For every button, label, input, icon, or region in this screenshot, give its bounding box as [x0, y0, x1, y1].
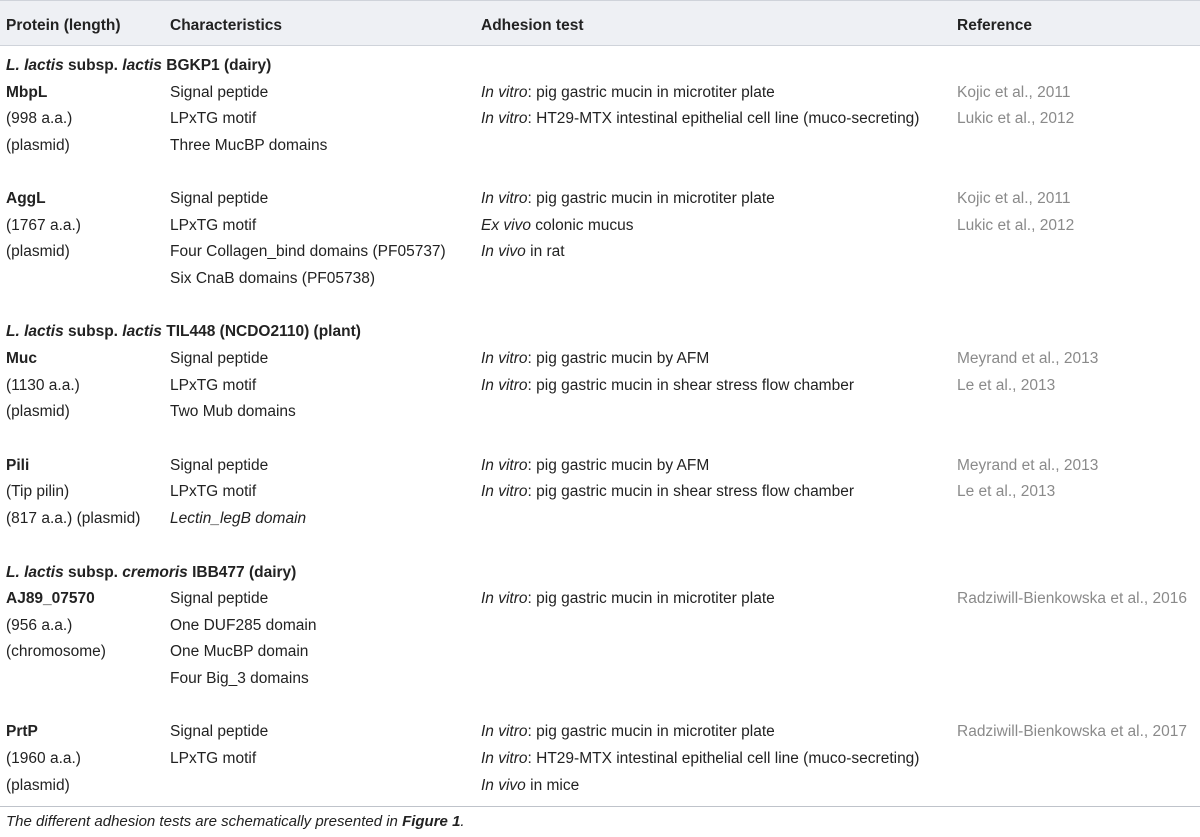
- reference: Radziwill-Bienkowska et al., 2017: [957, 723, 1188, 740]
- protein-location: (plasmid): [6, 137, 70, 154]
- reference: Le et al., 2013: [957, 377, 1056, 394]
- reference: Lukic et al., 2012: [957, 217, 1075, 234]
- protein-length: (956 a.a.): [6, 617, 73, 634]
- reference: Le et al., 2013: [957, 483, 1056, 500]
- characteristic: Signal peptide: [170, 190, 269, 207]
- protein-location: (plasmid): [6, 777, 70, 794]
- adhesion-test: In vitro: pig gastric mucin in microtiter plate: [481, 590, 775, 607]
- characteristic: LPxTG motif: [170, 110, 257, 127]
- protein-name: Pili: [6, 457, 30, 474]
- protein-name: AJ89_07570: [6, 590, 95, 607]
- header-adhesion-test: Adhesion test: [481, 17, 584, 34]
- adhesion-test: In vitro: pig gastric mucin in microtiter plate: [481, 190, 775, 207]
- protein-name: Muc: [6, 350, 37, 367]
- adhesion-test: In vitro: pig gastric mucin by AFM: [481, 457, 710, 474]
- reference: Kojic et al., 2011: [957, 190, 1071, 207]
- table-bottom-rule: [0, 806, 1200, 807]
- characteristic: Signal peptide: [170, 590, 269, 607]
- adhesion-test: Ex vivo colonic mucus: [481, 217, 634, 234]
- protein-detail: (Tip pilin): [6, 483, 70, 500]
- characteristic: LPxTG motif: [170, 217, 257, 234]
- characteristic: Four Big_3 domains: [170, 670, 309, 687]
- characteristic: One MucBP domain: [170, 643, 309, 660]
- reference: Meyrand et al., 2013: [957, 350, 1099, 367]
- characteristic: Signal peptide: [170, 457, 269, 474]
- protein-length: (998 a.a.): [6, 110, 73, 127]
- table-footnote: The different adhesion tests are schematically presented in Figure 1.: [6, 813, 465, 830]
- group-title: L. lactis subsp. cremoris IBB477 (dairy): [6, 564, 297, 581]
- characteristic: LPxTG motif: [170, 483, 257, 500]
- figure-link[interactable]: Figure 1: [402, 813, 461, 830]
- adhesion-test: In vitro: pig gastric mucin in shear stress flow chamber: [481, 377, 854, 394]
- adhesion-test: In vitro: pig gastric mucin in shear stress flow chamber: [481, 483, 854, 500]
- header-characteristics: Characteristics: [170, 17, 283, 34]
- protein-name: PrtP: [6, 723, 38, 740]
- group-title: L. lactis subsp. lactis BGKP1 (dairy): [6, 57, 272, 74]
- protein-length: (1960 a.a.): [6, 750, 81, 767]
- reference: Lukic et al., 2012: [957, 110, 1075, 127]
- reference: Kojic et al., 2011: [957, 84, 1071, 101]
- adhesion-test: In vitro: pig gastric mucin in microtiter plate: [481, 723, 775, 740]
- characteristic: LPxTG motif: [170, 750, 257, 767]
- header-reference: Reference: [957, 17, 1032, 34]
- protein-length: (817 a.a.) (plasmid): [6, 510, 141, 527]
- group-title: L. lactis subsp. lactis TIL448 (NCDO2110) (plant): [6, 323, 361, 340]
- adhesion-test: In vitro: pig gastric mucin in microtiter plate: [481, 84, 775, 101]
- protein-location: (plasmid): [6, 243, 70, 260]
- adhesion-test: In vitro: pig gastric mucin by AFM: [481, 350, 710, 367]
- adhesion-test: In vivo in mice: [481, 777, 580, 794]
- characteristic: One DUF285 domain: [170, 617, 317, 634]
- reference: Radziwill-Bienkowska et al., 2016: [957, 590, 1188, 607]
- header-protein: Protein (length): [6, 17, 121, 34]
- characteristic: Six CnaB domains (PF05738): [170, 270, 376, 287]
- table-header: [0, 0, 1200, 46]
- adhesion-test: In vitro: HT29-MTX intestinal epithelial cell line (muco-secreting): [481, 750, 920, 767]
- protein-length: (1767 a.a.): [6, 217, 81, 234]
- protein-location: (plasmid): [6, 403, 70, 420]
- protein-name: MbpL: [6, 84, 48, 101]
- characteristic: Two Mub domains: [170, 403, 296, 420]
- characteristic: Three MucBP domains: [170, 137, 328, 154]
- characteristic: Lectin_legB domain: [170, 510, 307, 527]
- characteristic: Signal peptide: [170, 84, 269, 101]
- characteristic: LPxTG motif: [170, 377, 257, 394]
- reference: Meyrand et al., 2013: [957, 457, 1099, 474]
- protein-name: AggL: [6, 190, 46, 207]
- characteristic: Signal peptide: [170, 350, 269, 367]
- characteristic: Signal peptide: [170, 723, 269, 740]
- adhesion-test: In vitro: HT29-MTX intestinal epithelial cell line (muco-secreting): [481, 110, 920, 127]
- adhesion-test: In vivo in rat: [481, 243, 565, 260]
- characteristic: Four Collagen_bind domains (PF05737): [170, 243, 446, 260]
- protein-location: (chromosome): [6, 643, 106, 660]
- protein-length: (1130 a.a.): [6, 377, 80, 394]
